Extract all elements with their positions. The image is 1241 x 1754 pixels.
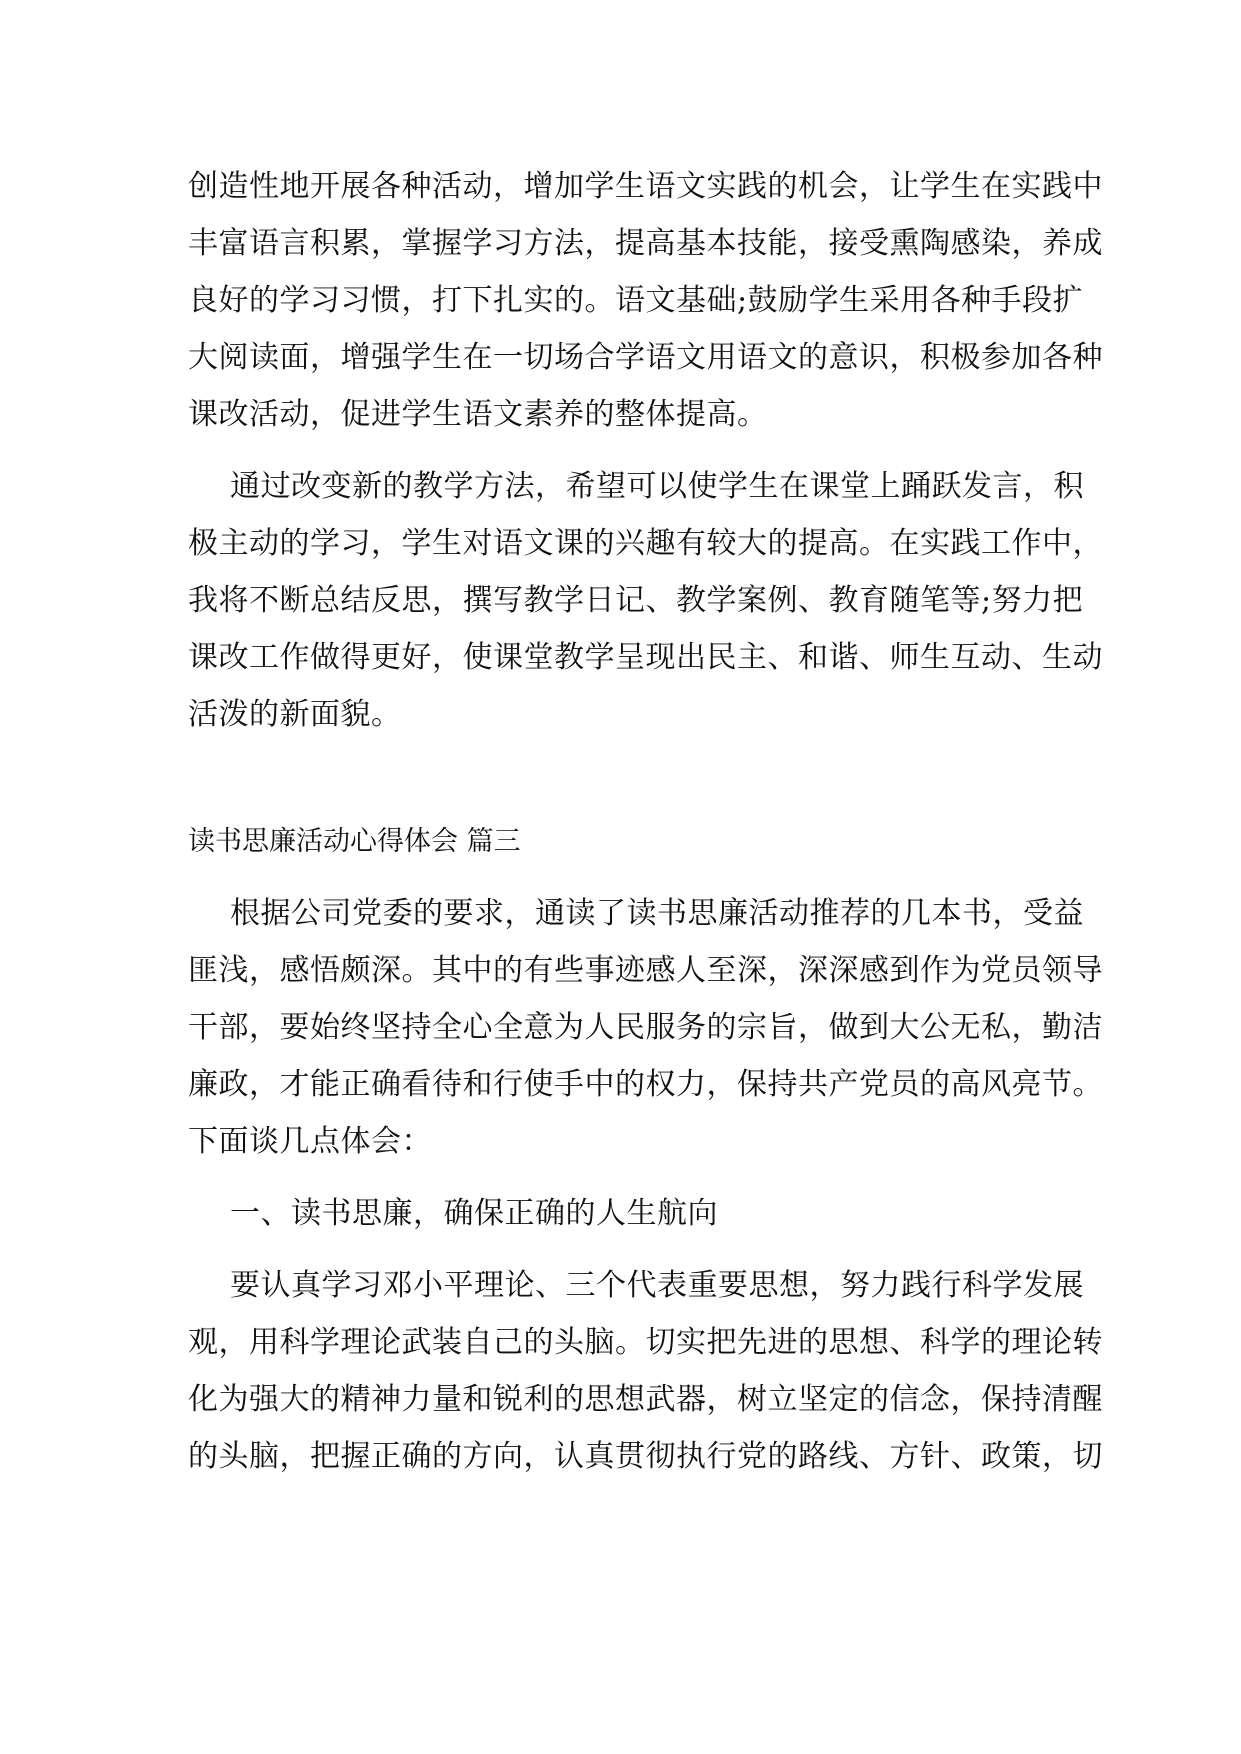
text-line: 大阅读面，增强学生在一切场合学语文用语文的意识，积极参加各种 <box>188 340 1103 375</box>
text-line: 下面谈几点体会： <box>188 1124 432 1159</box>
paragraph-gap <box>188 1170 1056 1185</box>
paragraph-4 <box>188 1257 1103 1485</box>
subheading: 一、读书思廉，确保正确的人生航向 <box>230 1196 718 1231</box>
text-line: 课改工作做得更好，使课堂教学呈现出民主、和谐、师生互动、生动 <box>188 640 1103 675</box>
text-line: 要认真学习邓小平理论、三个代表重要思想，努力践行科学发展 <box>230 1268 1084 1303</box>
paragraph-gap <box>188 443 1056 458</box>
paragraph-gap <box>188 870 1056 885</box>
text-line: 廉政，才能正确看待和行使手中的权力，保持共产党员的高风亮节。 <box>188 1067 1103 1102</box>
paragraph-1 <box>188 158 1103 443</box>
text-line: 课改活动，促进学生语文素养的整体提高。 <box>188 397 768 432</box>
text-line: 根据公司党委的要求，通读了读书思廉活动推荐的几本书，受益 <box>230 896 1084 931</box>
text-line: 匪浅，感悟颇深。其中的有些事迹感人至深，深深感到作为党员领导 <box>188 953 1103 988</box>
text-line: 化为强大的精神力量和锐利的思想武器，树立坚定的信念，保持清醒 <box>188 1382 1103 1417</box>
text-line: 干部，要始终坚持全心全意为人民服务的宗旨，做到大公无私，勤洁 <box>188 1010 1103 1045</box>
text-line: 良好的学习习惯，打下扎实的。语文基础;鼓励学生采用各种手段扩 <box>188 283 1084 318</box>
text-line: 创造性地开展各种活动，增加学生语文实践的机会，让学生在实践中 <box>188 169 1103 204</box>
section-gap <box>188 743 1056 813</box>
text-line: 我将不断总结反思，撰写教学日记、教学案例、教育随笔等;努力把 <box>188 583 1084 618</box>
document-page <box>188 158 1103 1485</box>
text-line: 的头脑，把握正确的方向，认真贯彻执行党的路线、方针、政策，切 <box>188 1439 1103 1474</box>
text-line: 活泼的新面貌。 <box>188 697 402 732</box>
paragraph-3 <box>188 885 1103 1170</box>
text-line: 观，用科学理论武装自己的头脑。切实把先进的思想、科学的理论转 <box>188 1325 1103 1360</box>
text-line: 丰富语言积累，掌握学习方法，提高基本技能，接受熏陶感染，养成 <box>188 226 1103 261</box>
paragraph-gap <box>188 1242 1056 1257</box>
paragraph-2 <box>188 458 1103 743</box>
text-line: 极主动的学习，学生对语文课的兴趣有较大的提高。在实践工作中， <box>188 526 1103 561</box>
text-line: 通过改变新的教学方法，希望可以使学生在课堂上踊跃发言，积 <box>230 469 1084 504</box>
section-title: 读书思廉活动心得体会 篇三 <box>188 826 521 857</box>
